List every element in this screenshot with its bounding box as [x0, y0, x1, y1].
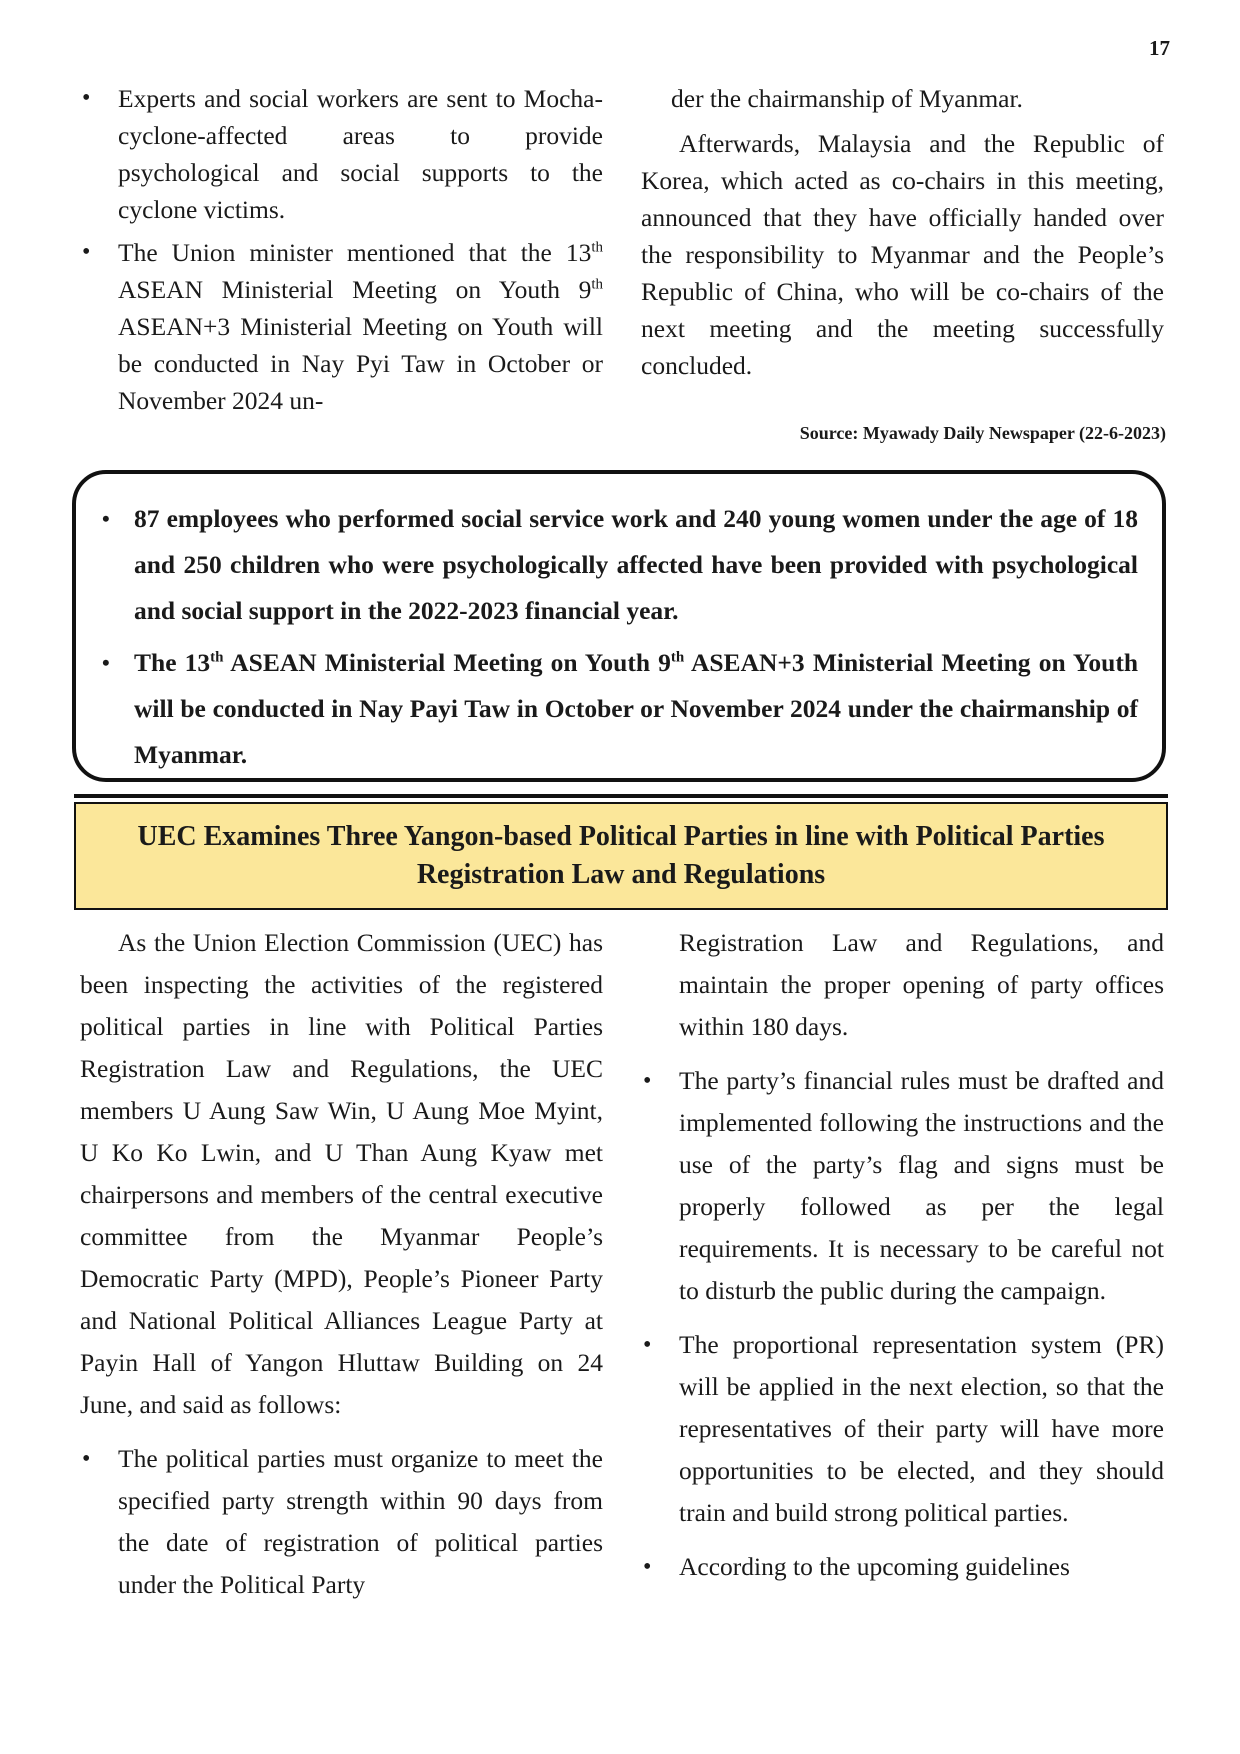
bottom-right-column: [641, 922, 1164, 1588]
source-credit: Source: Myawady Daily Newspaper (22-6-2023): [799, 423, 1166, 443]
bullet-text: ASEAN Ministerial Meeting on Youth 9: [118, 275, 592, 304]
bullet-list: [641, 1060, 1164, 1588]
summary-box: [72, 470, 1166, 782]
summary-item: • 87 employees who performed social service work and 240 young women under the age of 18 and 250 children who were psychologically affected have been provided with psychological and social support in the 2022-2023 financial year.: [104, 496, 1138, 634]
list-item: • The proportional representation system (PR) will be applied in the next election, so that the representatives of their party will have more opportunities to be elected, and they should train and build strong political parties.: [641, 1324, 1164, 1534]
continued-text: Registration Law and Regulations, and maintain the proper opening of party offices within 180 days.: [679, 928, 1164, 1041]
bullet-text: ASEAN+3 Ministerial Meeting on Youth will be conducted in Nay Pyi Taw in October or November 2024 un-: [118, 312, 603, 415]
superscript: th: [591, 239, 603, 256]
page-number: 17: [1149, 36, 1170, 60]
list-item: [80, 234, 603, 419]
list-item: • The party’s financial rules must be drafted and implemented following the instructions and the use of the party’s flag and signs must be properly followed as per the legal requirements. It is necessary to be careful not to disturb the public during the campaign.: [641, 1060, 1164, 1312]
bottom-left-column: [80, 922, 603, 1606]
bullet-text: The Union minister mentioned that the 13: [118, 238, 592, 267]
bullet-list: [80, 80, 603, 419]
superscript: th: [670, 649, 685, 666]
paragraph: As the Union Election Commission (UEC) has been inspecting the activities of the registered political parties in line with Political Parties Registration Law and Regulations, the UEC members U Aung Saw Win, U Aung Moe Myint, U Ko Ko Lwin, and U Than Aung Kyaw met chairpersons and members of the central executive committee from the Myanmar People’s Democratic Party (MPD), People’s Pioneer Party and National Political Alliances League Party at Payin Hall of Yangon Hluttaw Building on 24 June, and said as follows:: [80, 928, 603, 1419]
summary-text: ASEAN+3 Ministerial Meeting on Youth will be conducted in Nay Payi Taw in October or November 2024 under the chairmanship of Myanmar.: [134, 648, 1139, 769]
summary-text: The 13: [134, 648, 211, 677]
summary-text: ASEAN Ministerial Meeting on Youth 9: [223, 648, 671, 677]
summary-list: [76, 474, 1162, 778]
continued-text: der the chairmanship of Myanmar.: [671, 84, 1023, 113]
section-divider: [74, 794, 1168, 798]
top-right-column: [641, 80, 1164, 384]
superscript: th: [591, 276, 603, 293]
list-item: • The political parties must organize to meet the specified party strength within 90 days from the date of registration of political parties under the Political Party: [80, 1438, 603, 1606]
top-left-column: [80, 80, 603, 419]
paragraph: Afterwards, Malaysia and the Republic of Korea, which acted as co-chairs in this meeting, announced that they have officially handed over the responsibility to Myanmar and the People’s Republic of China, who will be co-chairs of the next meeting and the meeting successfully concluded.: [641, 129, 1164, 380]
bullet-list: [80, 1438, 603, 1606]
article-headline: UEC Examines Three Yangon-based Political Parties in line with Political Parties Registration Law and Regulations: [74, 802, 1168, 910]
superscript: th: [210, 649, 224, 666]
list-item: • Experts and social workers are sent to Mocha-cyclone-affected areas to provide psychological and social supports to the cyclone victims.: [80, 80, 603, 228]
summary-item: [104, 640, 1138, 778]
list-item: • According to the upcoming guidelines: [641, 1546, 1164, 1588]
